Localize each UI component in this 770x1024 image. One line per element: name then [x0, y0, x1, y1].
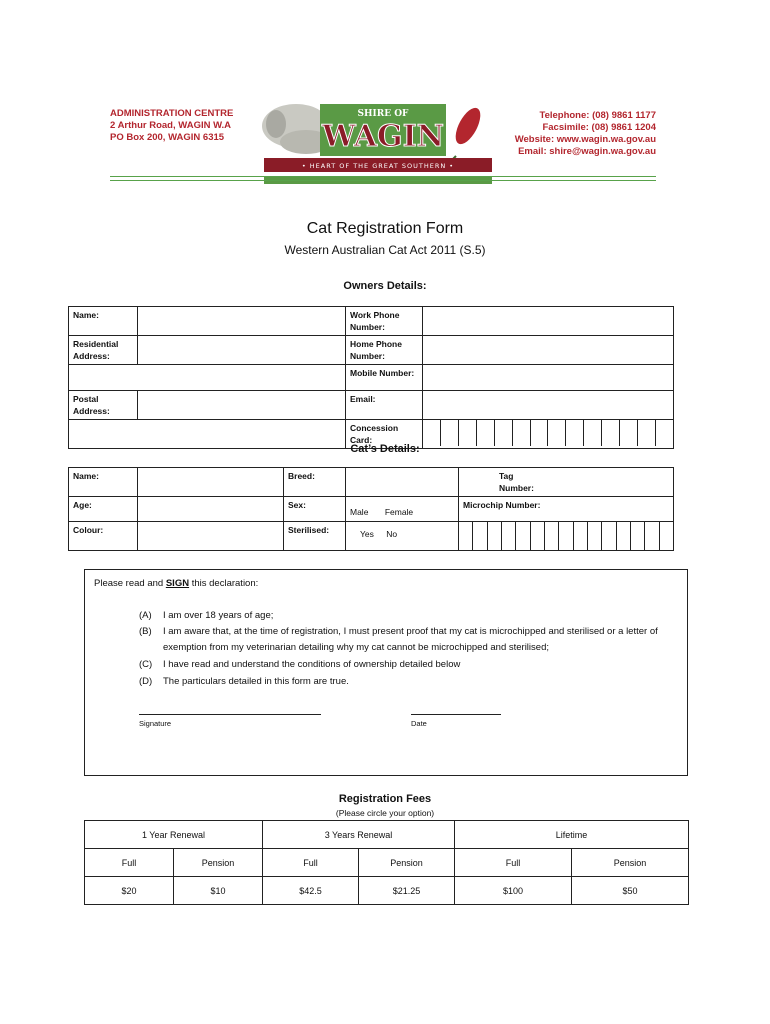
signature-line[interactable] — [139, 714, 321, 715]
cats-details-heading: Cat’s Details: — [350, 443, 420, 455]
email-field[interactable] — [423, 391, 674, 420]
fee-option[interactable]: $20 — [85, 877, 174, 905]
sterilised-label: Sterilised: — [284, 522, 346, 551]
char-box[interactable] — [501, 522, 515, 550]
work-phone-field[interactable] — [423, 307, 674, 336]
char-box[interactable] — [601, 522, 615, 550]
letterhead-rule — [110, 176, 656, 177]
fee-group-1-year: 1 Year Renewal — [85, 821, 263, 849]
logo-tagline: • HEART OF THE GREAT SOUTHERN • — [301, 162, 455, 170]
fee-group-3-years: 3 Years Renewal — [263, 821, 455, 849]
registration-fees-table — [84, 820, 689, 905]
age-label: Age: — [69, 497, 138, 522]
fee-group-lifetime: Lifetime — [455, 821, 689, 849]
char-box[interactable] — [530, 522, 544, 550]
postal-address-label: Postal Address: — [69, 391, 138, 420]
fee-type: Full — [455, 849, 572, 877]
tag-number-label: Tag Number: — [459, 468, 674, 497]
sex-option-female[interactable]: Female — [384, 507, 414, 517]
microchip-number-boxes[interactable] — [459, 522, 674, 551]
fee-option[interactable]: $10 — [174, 877, 263, 905]
sex-options[interactable] — [346, 497, 459, 522]
registration-fees-heading: Registration Fees — [338, 793, 432, 805]
char-box[interactable] — [558, 522, 572, 550]
sterilised-option-no[interactable]: No — [386, 529, 398, 539]
email-label: Email: — [346, 391, 423, 420]
shire-of-wagin-logo — [256, 96, 500, 188]
letterhead-rule — [110, 180, 656, 181]
sterilised-option-yes[interactable]: Yes — [360, 529, 374, 539]
declaration-item: (A) I am over 18 years of age; — [139, 610, 274, 621]
sex-label: Sex: — [284, 497, 346, 522]
owner-name-label: Name: — [69, 307, 138, 336]
sterilised-options[interactable] — [346, 522, 459, 551]
cat-name-field[interactable] — [138, 468, 284, 497]
sign-emphasis: SIGN — [165, 578, 190, 589]
cats-details-table — [68, 467, 674, 551]
form-subtitle: Western Australian Cat Act 2011 (S.5) — [284, 243, 486, 257]
char-box[interactable] — [573, 522, 587, 550]
residential-address-field[interactable] — [138, 336, 346, 365]
char-box[interactable] — [472, 522, 486, 550]
char-box[interactable] — [487, 522, 501, 550]
postal-address-field[interactable] — [138, 391, 346, 420]
mobile-label: Mobile Number: — [346, 365, 423, 391]
microchip-number-label: Microchip Number: — [459, 497, 674, 522]
fee-option[interactable]: $50 — [572, 877, 689, 905]
fee-type: Full — [263, 849, 359, 877]
char-box[interactable] — [659, 522, 673, 550]
char-box[interactable] — [630, 522, 644, 550]
char-box[interactable] — [616, 522, 630, 550]
declaration-item: (D) The particulars detailed in this form are true. — [139, 676, 349, 687]
date-line[interactable] — [411, 714, 501, 715]
char-box[interactable] — [515, 522, 529, 550]
work-phone-label: Work Phone Number: — [346, 307, 423, 336]
residential-address-continued[interactable] — [69, 365, 346, 391]
sex-option-male[interactable]: Male — [350, 507, 369, 517]
char-box[interactable] — [544, 522, 558, 550]
form-title: Cat Registration Form — [306, 220, 464, 237]
fee-type: Pension — [359, 849, 455, 877]
signature-label: Signature — [139, 719, 172, 728]
breed-label: Breed: — [284, 468, 346, 497]
owner-name-field[interactable] — [138, 307, 346, 336]
admin-centre-address: ADMINISTRATION CENTRE 2 Arthur Road, WAGIN W.A PO Box 200, WAGIN 6315 — [110, 108, 234, 143]
colour-field[interactable] — [138, 522, 284, 551]
fee-type: Full — [85, 849, 174, 877]
colour-label: Colour: — [69, 522, 138, 551]
fee-option[interactable]: $42.5 — [263, 877, 359, 905]
char-box[interactable] — [644, 522, 658, 550]
owners-details-heading: Owners Details: — [343, 280, 427, 292]
fee-option[interactable]: $21.25 — [359, 877, 455, 905]
logo-wagin: WAGIN — [321, 119, 445, 154]
contact-details: Telephone: (08) 9861 1177 Facsimile: (08) 9861 1204 Website: www.wagin.wa.gov.au Email: shire@wagin.wa.gov.au — [514, 110, 656, 157]
declaration-box — [84, 569, 688, 776]
breed-field[interactable] — [346, 468, 459, 497]
fee-option[interactable]: $100 — [455, 877, 572, 905]
fee-type: Pension — [174, 849, 263, 877]
registration-fees-subheading: (Please circle your option) — [335, 808, 435, 818]
fee-type: Pension — [572, 849, 689, 877]
mobile-field[interactable] — [423, 365, 674, 391]
owners-details-table — [68, 306, 674, 449]
residential-address-label: Residential Address: — [69, 336, 138, 365]
home-phone-label: Home Phone Number: — [346, 336, 423, 365]
concession-card-label: Concession Card: — [346, 420, 423, 449]
home-phone-field[interactable] — [423, 336, 674, 365]
logo-shire-of: SHIRE OF — [357, 109, 409, 119]
date-label: Date — [411, 719, 427, 728]
char-box[interactable] — [459, 522, 472, 550]
declaration-intro: Please read and SIGN this declaration: — [94, 578, 259, 589]
age-field[interactable] — [138, 497, 284, 522]
char-box[interactable] — [587, 522, 601, 550]
declaration-item: (C) I have read and understand the conditions of ownership detailed below — [139, 659, 461, 670]
cat-name-label: Name: — [69, 468, 138, 497]
declaration-item: (B) I am aware that, at the time of registration, I must present proof that my cat is microchipped and sterilised or a letter of exemption from my veterinarian detailing why my cat cannot be microchipped and sterilised; — [139, 626, 658, 653]
